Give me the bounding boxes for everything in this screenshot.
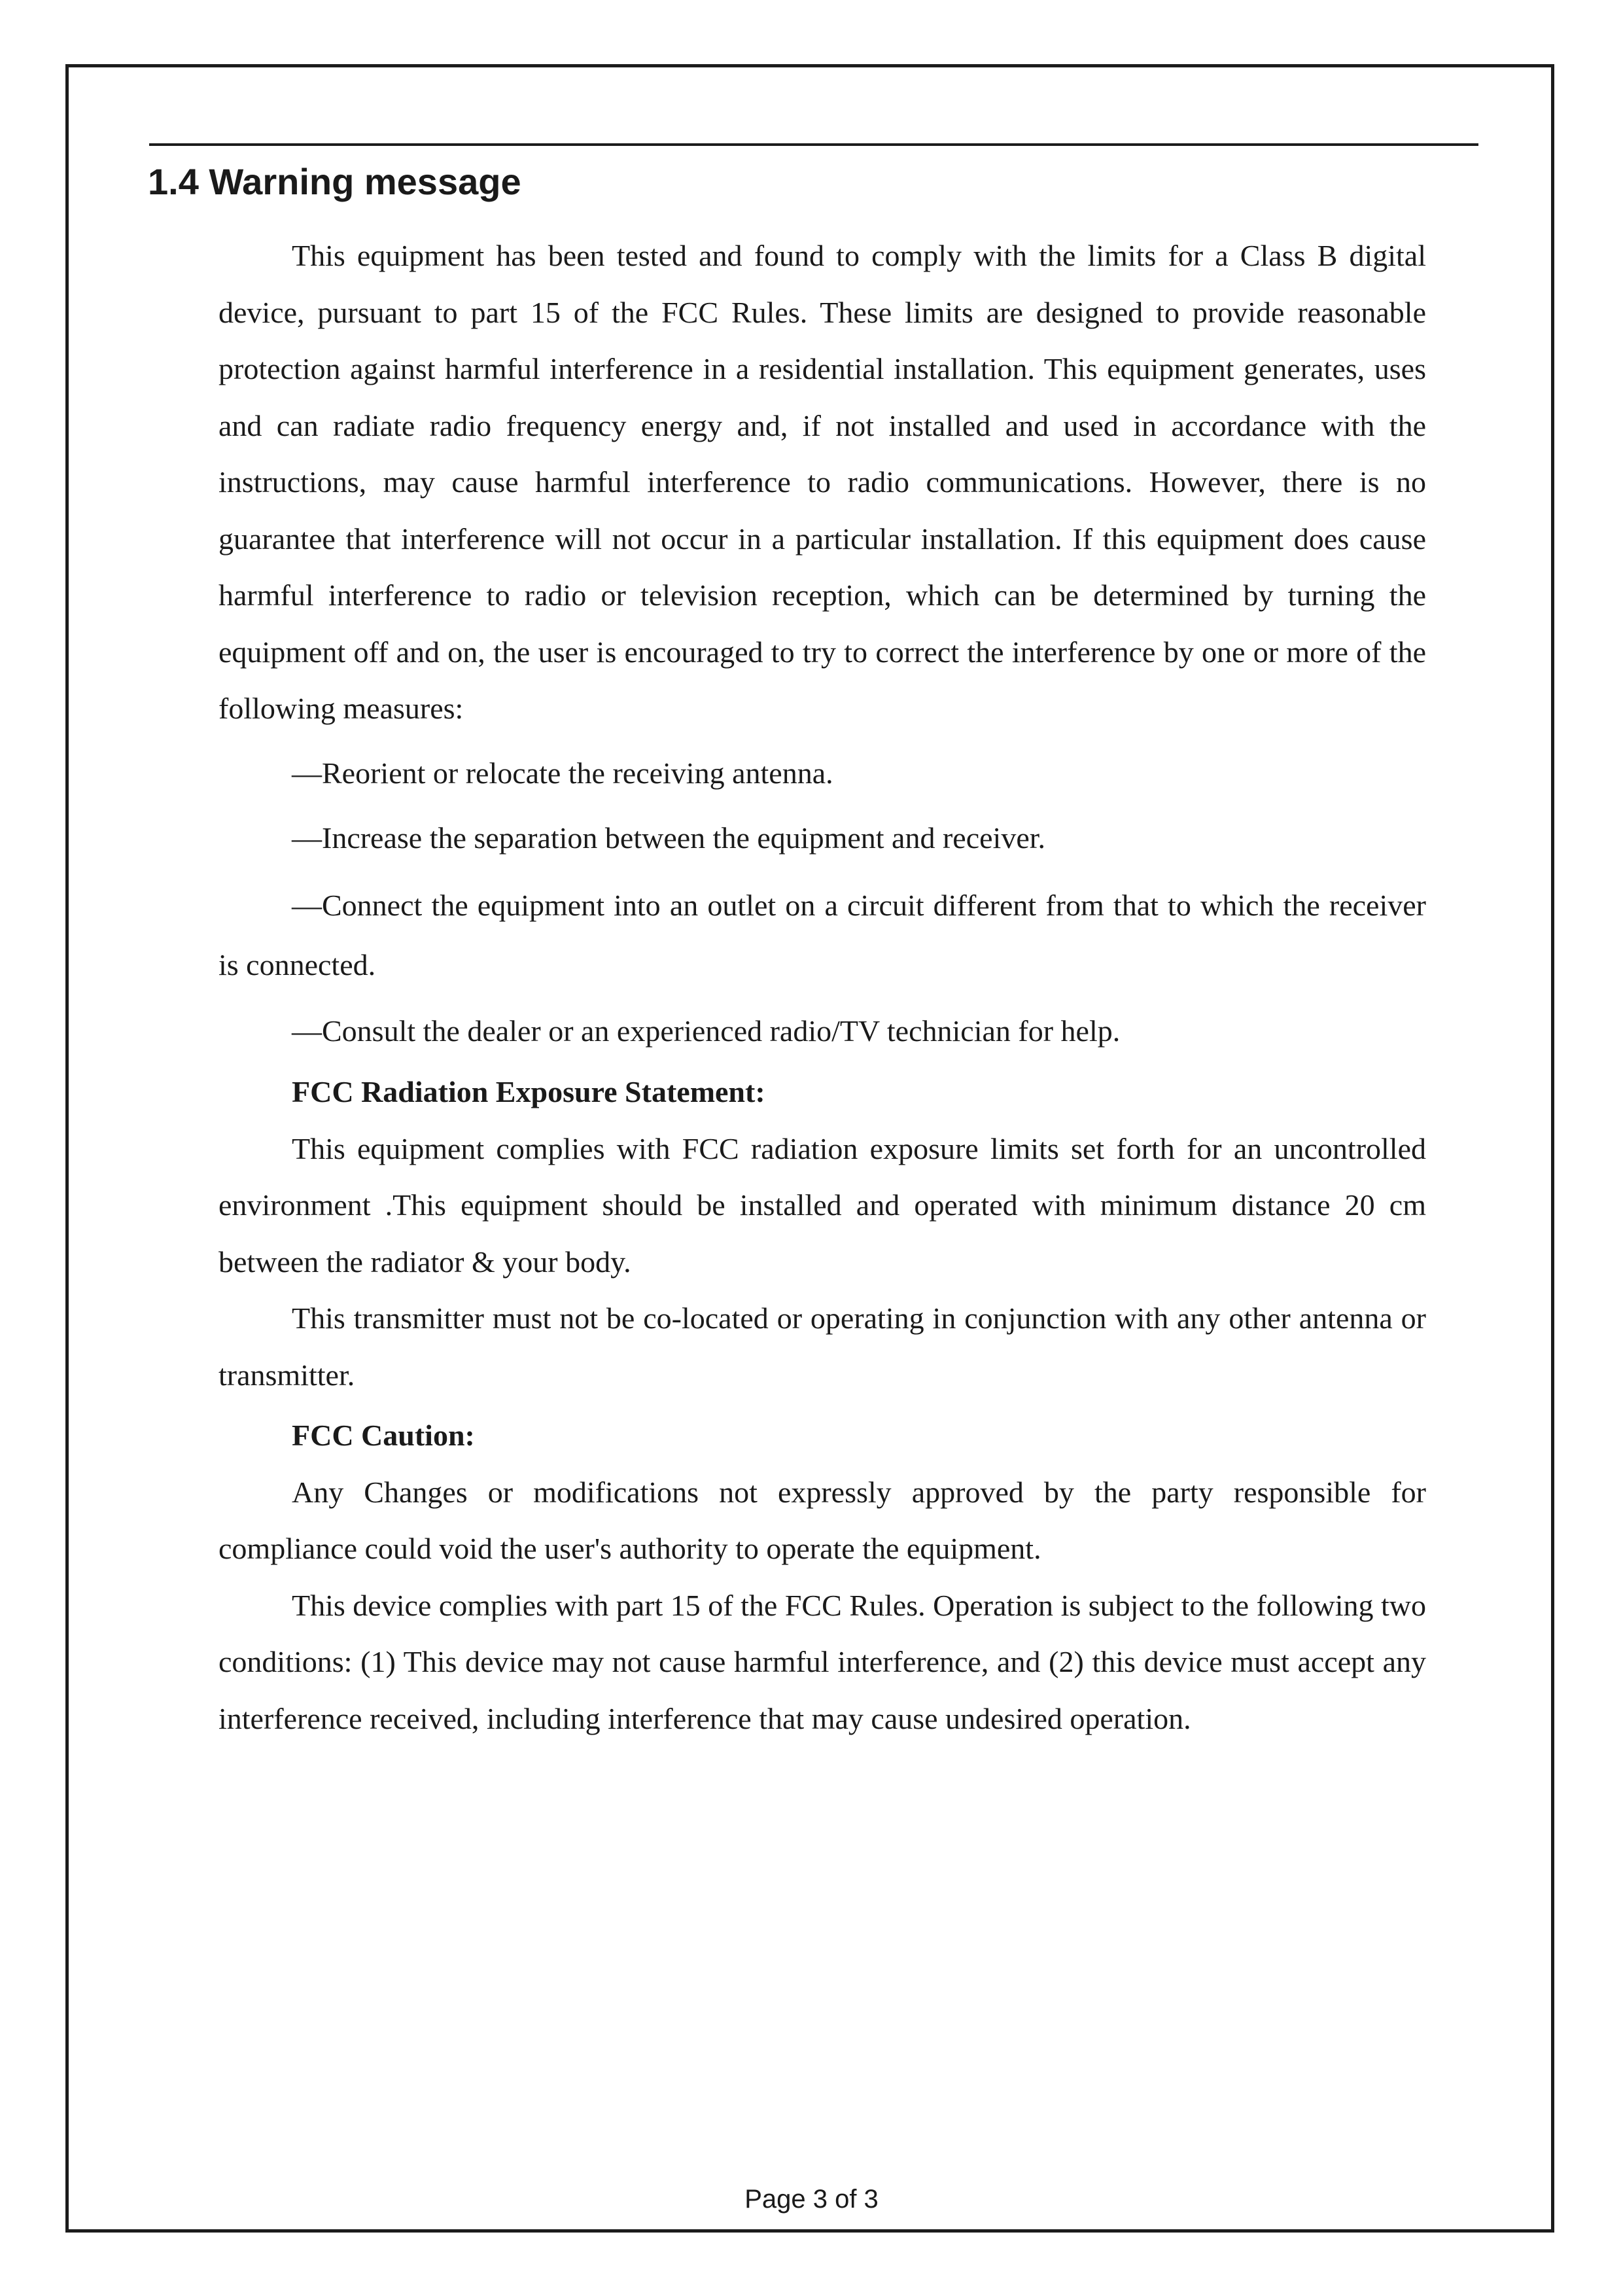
intro-paragraph: This equipment has been tested and found to comply with the limits for a Class B digital device, pursuant to part 15 of the FCC Rules. These limits are designed to provide reasonable protection against harmful interference in a residential installation. This equipment generates, uses and can radiate radio frequency energy and, if not installed and used in accordance with the instructions, may cause harmful interference to radio communications. However, there is no guarantee that interference will not occur in a particular installation. If this equipment does cause harmful interference to radio or television reception, which can be determined by turning the equipment off and on, the user is encouraged to try to correct the interference by one or more of the following measures: xyxy=(218,239,1426,725)
caution-heading: FCC Caution: xyxy=(292,1419,475,1452)
measure-connect-outlet: —Connect the equipment into an outlet on a circuit different from that to which the receiver is connected. xyxy=(218,888,1426,981)
measure-increase-separation: —Increase the separation between the equipment and receiver. xyxy=(292,821,1046,855)
compliance-paragraph: This device complies with part 15 of the FCC Rules. Operation is subject to the following two conditions: (1) This device may not cause harmful interference, and (2) this device must accept any interference received, including interference that may cause undesired operation. xyxy=(218,1588,1426,1735)
header-rule xyxy=(149,143,1478,146)
measure-reorient: —Reorient or relocate the receiving antenna. xyxy=(292,756,833,790)
document-body xyxy=(218,228,1426,1747)
measure-consult-dealer: —Consult the dealer or an experienced radio/TV technician for help. xyxy=(292,1014,1121,1048)
page-number: Page 3 of 3 xyxy=(744,2185,879,2214)
section-heading: 1.4 Warning message xyxy=(148,161,521,202)
colocation-paragraph: This transmitter must not be co-located or operating in conjunction with any other antenna or transmitter. xyxy=(218,1301,1426,1392)
radiation-paragraph: This equipment complies with FCC radiation exposure limits set forth for an uncontrolled environment .This equipment should be installed and operated with minimum distance 20 cm between the radiator & your body. xyxy=(218,1131,1426,1279)
caution-paragraph: Any Changes or modifications not expressly approved by the party responsible for compliance could void the user's authority to operate the equipment. xyxy=(218,1475,1426,1565)
radiation-heading: FCC Radiation Exposure Statement: xyxy=(292,1075,765,1108)
